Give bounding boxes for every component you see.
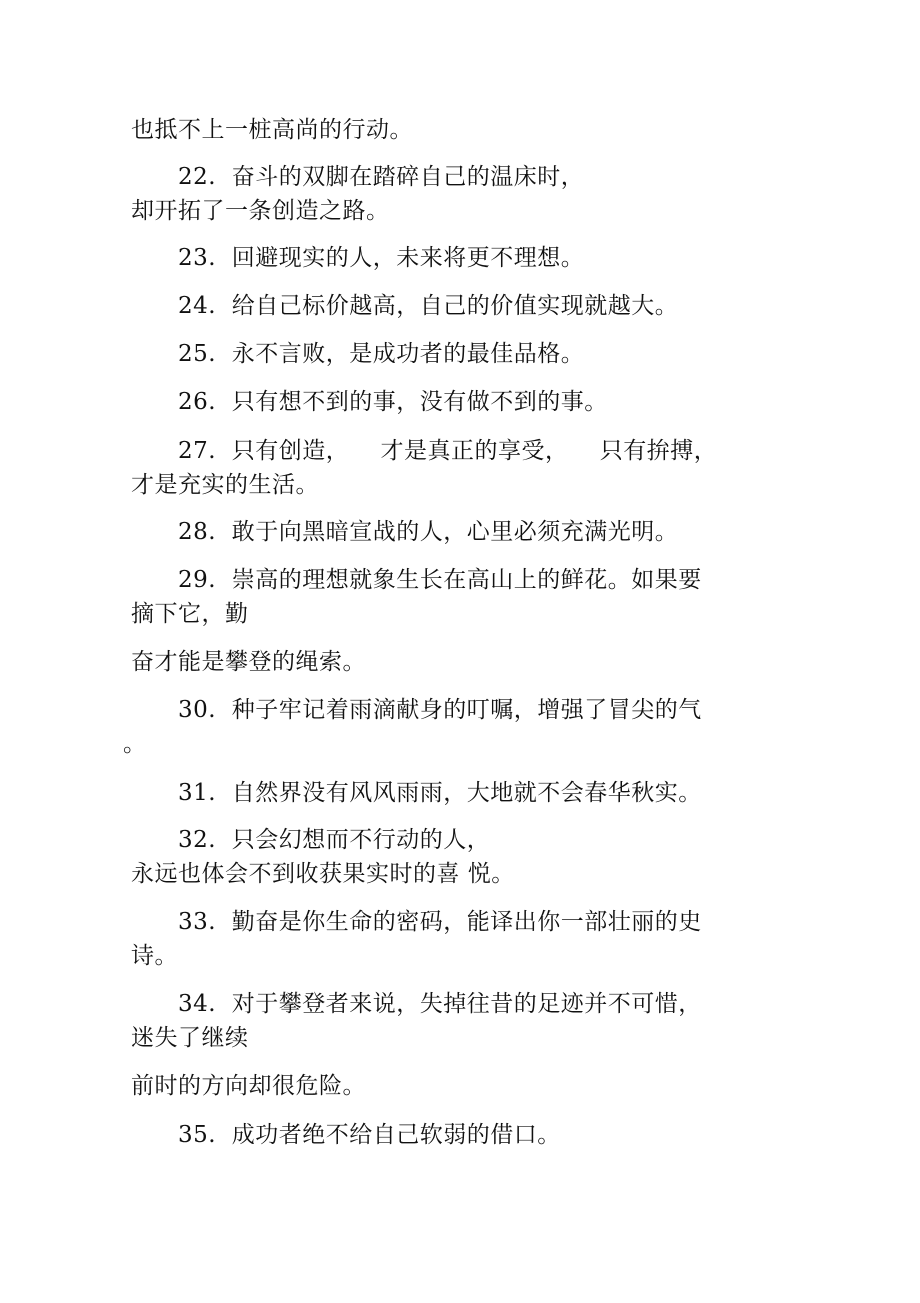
item-22-line-1: 22. 奋斗的双脚在踏碎自己的温床时， xyxy=(178,164,585,190)
item-33-line-2: 诗。 xyxy=(131,943,178,969)
item-32-line-2: 永远也体会不到收获果实时的喜 悦。 xyxy=(131,861,515,887)
item-32-line-1: 32. 只会幻想而不行动的人， xyxy=(178,827,491,853)
item-30-line-2: 。 xyxy=(123,731,147,757)
item-26: 26. 只有想不到的事，没有做不到的事。 xyxy=(178,389,608,415)
item-27-line-2: 才是充实的生活。 xyxy=(131,472,319,498)
continuation-line: 也抵不上一桩高尚的行动。 xyxy=(131,117,413,143)
item-33-line-1: 33. 勤奋是你生命的密码，能译出你一部壮丽的史 xyxy=(178,909,702,935)
item-28: 28. 敢于向黑暗宣战的人，心里必须充满光明。 xyxy=(178,519,679,545)
item-22-line-2: 却开拓了一条创造之路。 xyxy=(131,198,390,224)
item-34-line-2: 迷失了继续 xyxy=(131,1025,249,1051)
item-24: 24. 给自己标价越高，自己的价值实现就越大。 xyxy=(178,293,679,319)
item-29-line-1: 29. 崇高的理想就象生长在高山上的鲜花。如果要 xyxy=(178,567,702,593)
item-31: 31. 自然界没有风风雨雨，大地就不会春华秋实。 xyxy=(178,780,702,806)
item-29-line-2: 摘下它，勤 xyxy=(131,601,249,627)
item-25: 25. 永不言败，是成功者的最佳品格。 xyxy=(178,341,585,367)
item-23: 23. 回避现实的人，未来将更不理想。 xyxy=(178,245,585,271)
item-29-line-3: 奋才能是攀登的绳索。 xyxy=(131,649,366,675)
item-35: 35. 成功者绝不给自己软弱的借口。 xyxy=(178,1122,561,1148)
item-34-line-1: 34. 对于攀登者来说，失掉往昔的足迹并不可惜， xyxy=(178,991,702,1017)
item-34-line-3: 前时的方向却很危险。 xyxy=(131,1073,366,1099)
item-27-line-1: 27. 只有创造， 才是真正的享受， 只有拚搏， xyxy=(178,438,718,464)
item-30-line-1: 30. 种子牢记着雨滴献身的叮嘱，增强了冒尖的气 xyxy=(178,697,702,723)
